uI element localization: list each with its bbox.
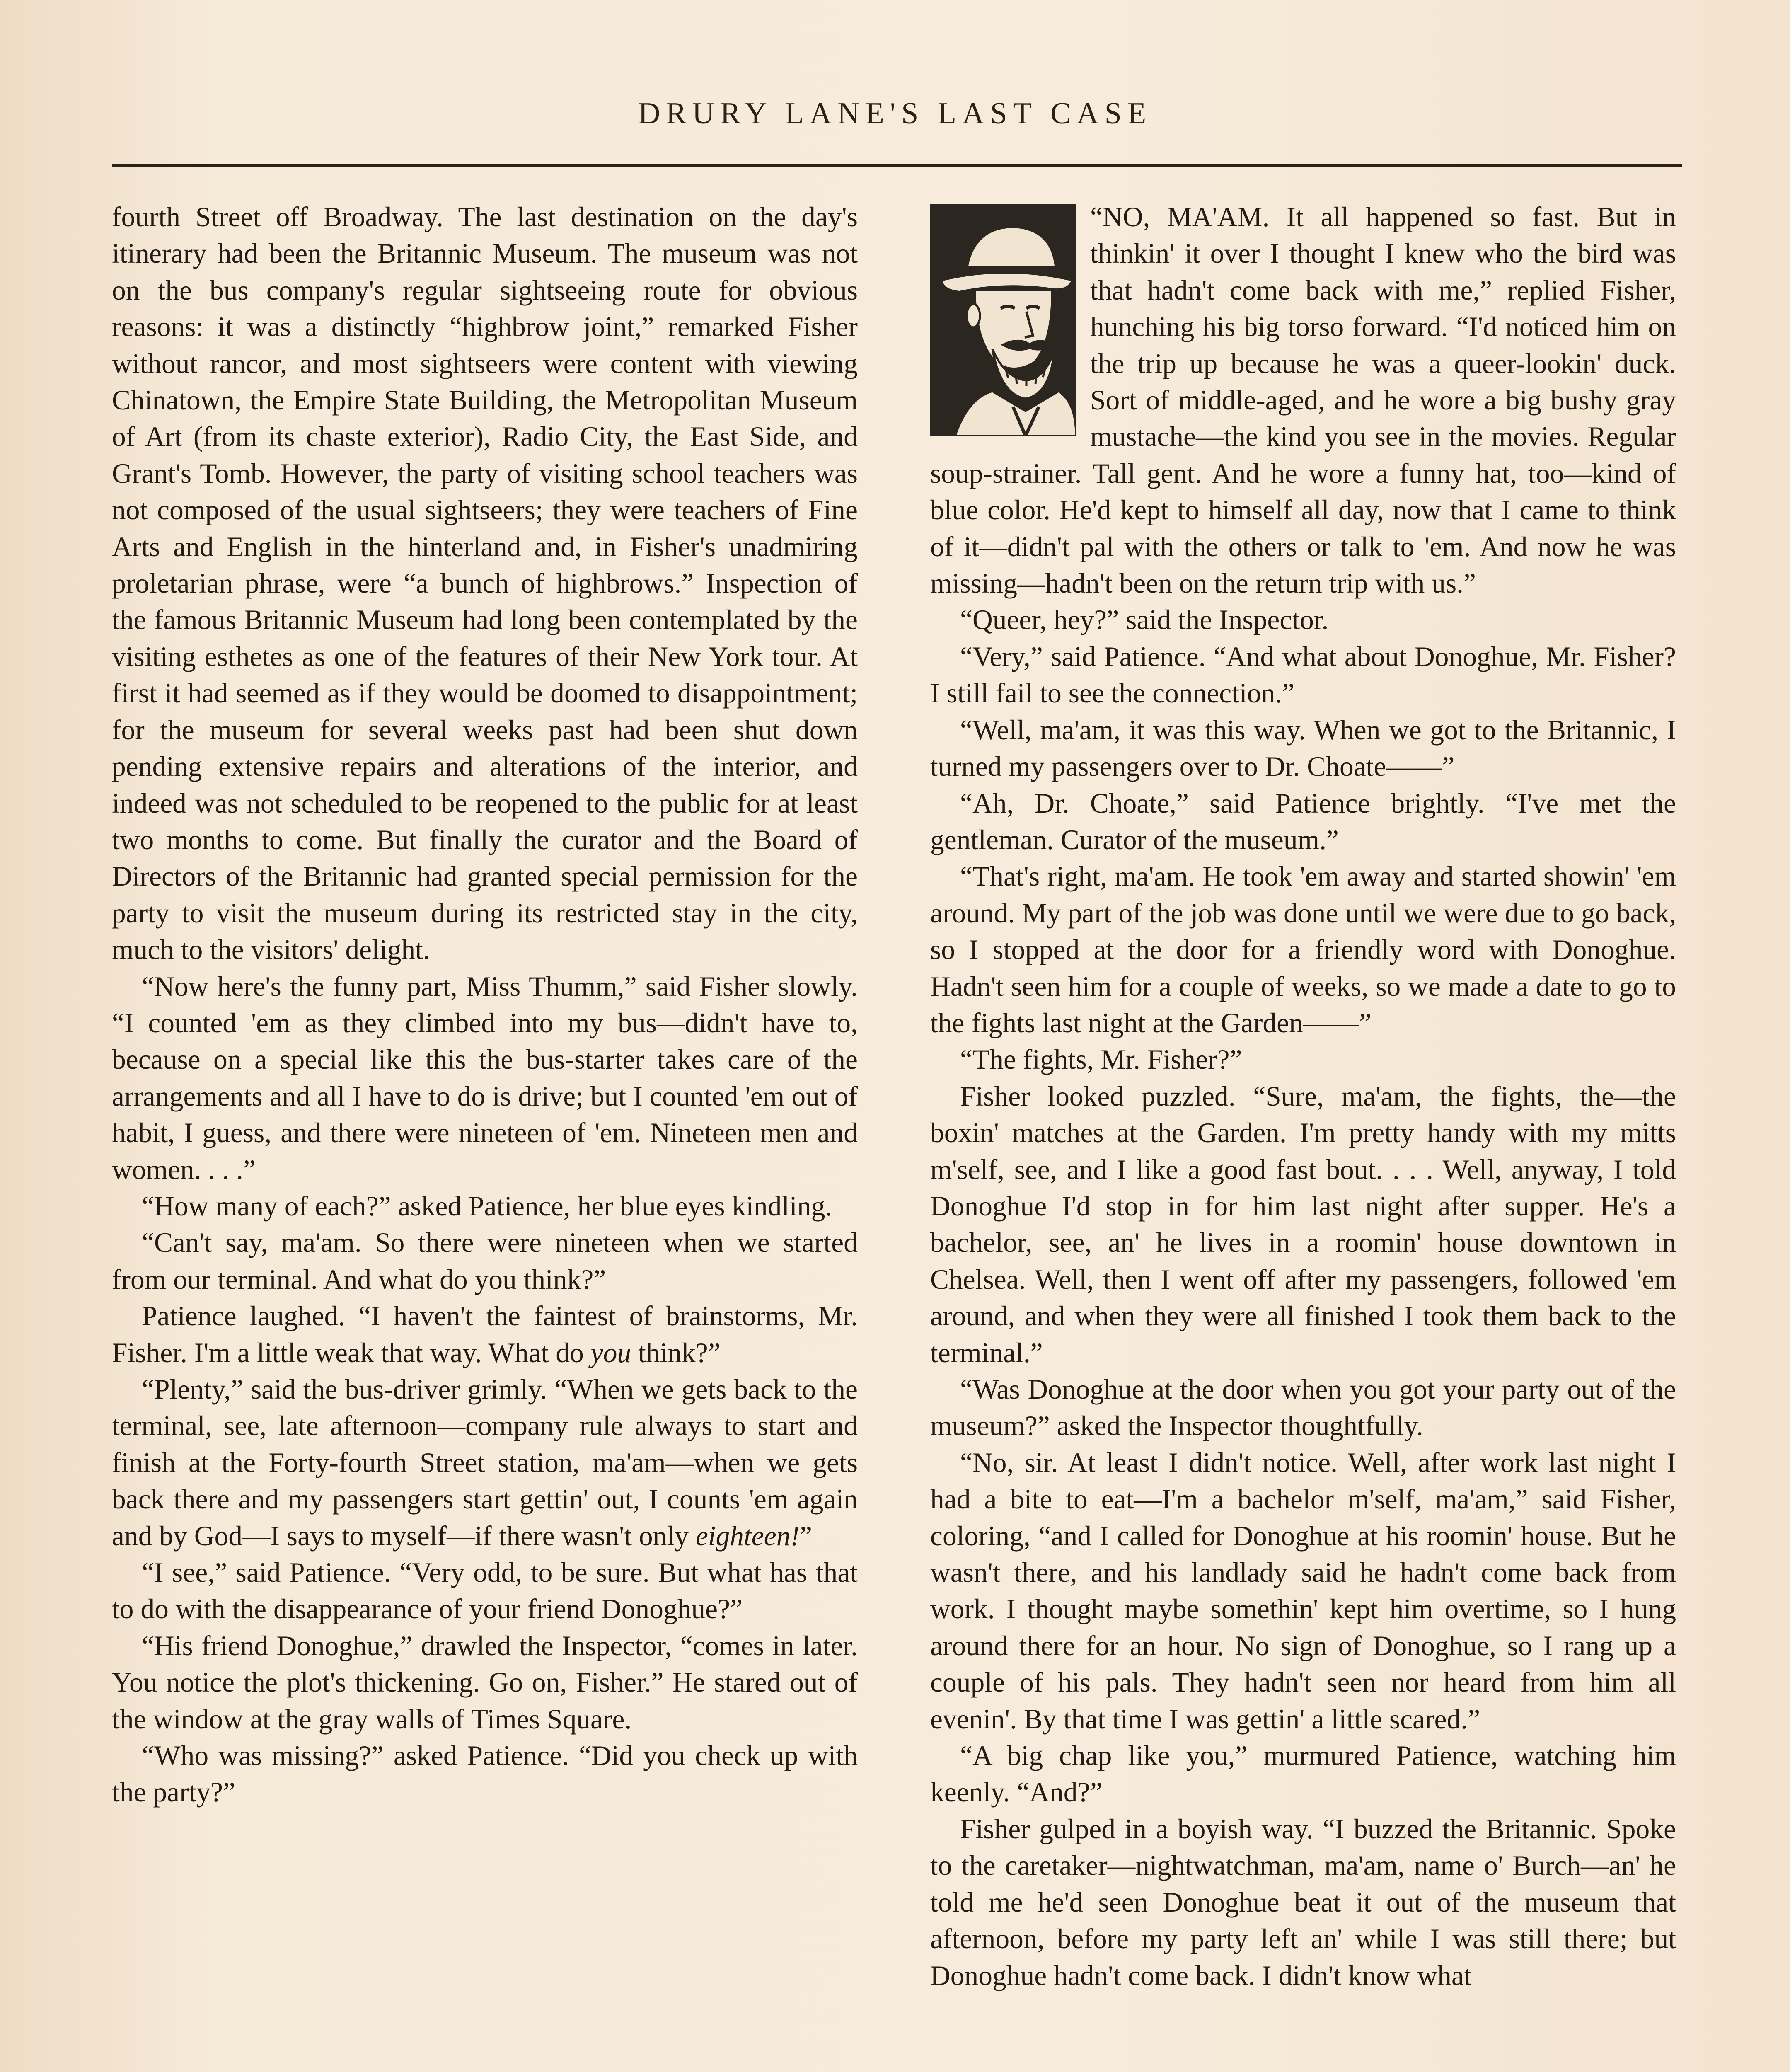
paragraph: fourth Street off Broadway. The last destination on the day's itinerary had been the Britannic Museum. The museum was not on the bus company's regular sightseeing route for obvious reasons: it was a distinctly “highbrow joint,” remarked Fisher without rancor, and most sightseers were content with viewing Chinatown, the Empire State Building, the Metropolitan Museum of Art (from its chaste exterior), Radio City, the East Side, and Grant's Tomb. However, the party of visiting school teachers was not composed of the usual sightseers; they were teachers of Fine Arts and English in the hinterland and, in Fisher's unadmiring proletarian phrase, were “a bunch of highbrows.” Inspection of the famous Britannic Museum had long been contemplated by the visiting esthetes as one of the features of their New York tour. At first it had seemed as if they would be doomed to disappointment; for the museum for several weeks past had been shut down pending extensive repairs and alterations of the interior, and indeed was not scheduled to be reopened to the public for at least two months to come. But finally the curator and the Board of Directors of the Britannic had granted special permission for the party to visit the museum during its restricted stay in the city, much to the visitors' delight. [112, 201, 858, 966]
paragraph: “Was Donoghue at the door when you got your party out of the museum?” asked the Inspector thoughtfully. [930, 1374, 1676, 1442]
header-rule [112, 164, 1682, 167]
emphasis: you [590, 1337, 631, 1368]
paragraph: “Who was missing?” asked Patience. “Did you check up with the party?” [112, 1740, 858, 1808]
paragraph: “His friend Donoghue,” drawled the Inspector, “comes in later. You notice the plot's thickening. Go on, Fisher.” He stared out of the window at the gray walls of Times Square. [112, 1630, 858, 1735]
paragraph: “How many of each?” asked Patience, her blue eyes kindling. [142, 1190, 832, 1222]
paragraph: Fisher gulped in a boyish way. “I buzzed the Britannic. Spoke to the caretaker—nightwatchman, ma'am, name o' Burch—an' he told me he'd seen Donoghue beat it out of the museum that afternoon, before my party left an' while I was still there; but Donoghue hadn't come back. I didn't know what [930, 1813, 1676, 1991]
paragraph-text: “Plenty,” said the bus-driver grimly. “When we gets back to the terminal, see, late afternoon—company rule always to start and finish at the Forty-fourth Street station, ma'am—when we gets back there and my passengers start gettin' out, I counts 'em again and by God—I says to myself—if there wasn't only [112, 1374, 858, 1552]
left-column [112, 199, 858, 1811]
paragraph-text: ” [799, 1520, 812, 1552]
paragraph: “Now here's the funny part, Miss Thumm,” said Fisher slowly. “I counted 'em as they climbed into my bus—didn't have to, because on a special like this the bus-starter takes care of the arrangements and all I have to do is drive; but I counted 'em out of habit, I guess, and there were nineteen of 'em. Nineteen men and women. . . .” [112, 971, 858, 1185]
paragraph: “I see,” said Patience. “Very odd, to be sure. But what has that to do with the disappearance of your friend Donoghue?” [112, 1557, 858, 1625]
emphasis: eighteen! [695, 1520, 800, 1552]
paragraph-text: think?” [631, 1337, 721, 1368]
paragraph: “Can't say, ma'am. So there were nineteen when we started from our terminal. And what do you think?” [112, 1227, 858, 1295]
paragraph: “The fights, Mr. Fisher?” [960, 1044, 1242, 1075]
paragraph: “Queer, hey?” said the Inspector. [960, 604, 1329, 636]
running-head: DRURY LANE'S LAST CASE [638, 97, 1152, 131]
paragraph: Fisher looked puzzled. “Sure, ma'am, the fights, the—the boxin' matches at the Garden. I'm pretty handy with my mitts m'self, see, and I like a good fast bout. . . . Well, anyway, I told Donoghue I'd stop in for him last night after supper. He's a bachelor, see, an' he lives in a roomin' house downtown in Chelsea. Well, then I went off after my passengers, followed 'em around, and when they were all finished I took them back to the terminal.” [930, 1080, 1676, 1368]
paragraph-text: Patience laughed. “I haven't the faintest of brainstorms, Mr. Fisher. I'm a little weak that way. What do [112, 1300, 858, 1368]
right-column [930, 199, 1676, 1994]
paragraph: “Very,” said Patience. “And what about Donoghue, Mr. Fisher? I still fail to see the connection.” [930, 641, 1676, 709]
paragraph: “A big chap like you,” murmured Patience, watching him keenly. “And?” [930, 1740, 1676, 1808]
bearded-man-portrait-icon [930, 204, 1076, 436]
paragraph: “Well, ma'am, it was this way. When we got to the Britannic, I turned my passengers over to Dr. Choate——” [930, 714, 1676, 782]
paragraph: “No, sir. At least I didn't notice. Well, after work last night I had a bite to eat—I'm a bachelor m'self, ma'am,” said Fisher, coloring, “and I called for Donoghue at his roomin' house. But he wasn't there, and his landlady said he hadn't come back from work. I thought maybe somethin' kept him overtime, so I hung around there for an hour. No sign of Donoghue, so I rang up a couple of his pals. They hadn't seen nor heard from him all evenin'. By that time I was gettin' a little scared.” [930, 1447, 1676, 1735]
paragraph [112, 1371, 858, 1554]
paragraph: “Ah, Dr. Choate,” said Patience brightly. “I've met the gentleman. Curator of the museum.” [930, 787, 1676, 855]
paragraph [112, 1298, 858, 1371]
paragraph: “That's right, ma'am. He took 'em away and started showin' 'em around. My part of the job was done until we were due to go back, so I stopped at the door for a friendly word with Donoghue. Hadn't seen him for a couple of weeks, so we made a date to go to the fights last night at the Garden——” [930, 861, 1676, 1038]
paragraph: “NO, MA'AM. It all happened so fast. But in thinkin' it over I thought I knew who the bird was that hadn't come back with me,” replied Fisher, hunching his big torso forward. “I'd noticed him on the trip up because he was a queer-lookin' duck. Sort of middle-aged, and he wore a big bushy gray mustache—the kind you see in the movies. Regular soup-strainer. Tall gent. And he wore a funny hat, too—kind of blue color. He'd kept to himself all day, now that I came to think of it—didn't pal with the others or talk to 'em. And now he was missing—hadn't been on the return trip with us.” [930, 201, 1676, 599]
